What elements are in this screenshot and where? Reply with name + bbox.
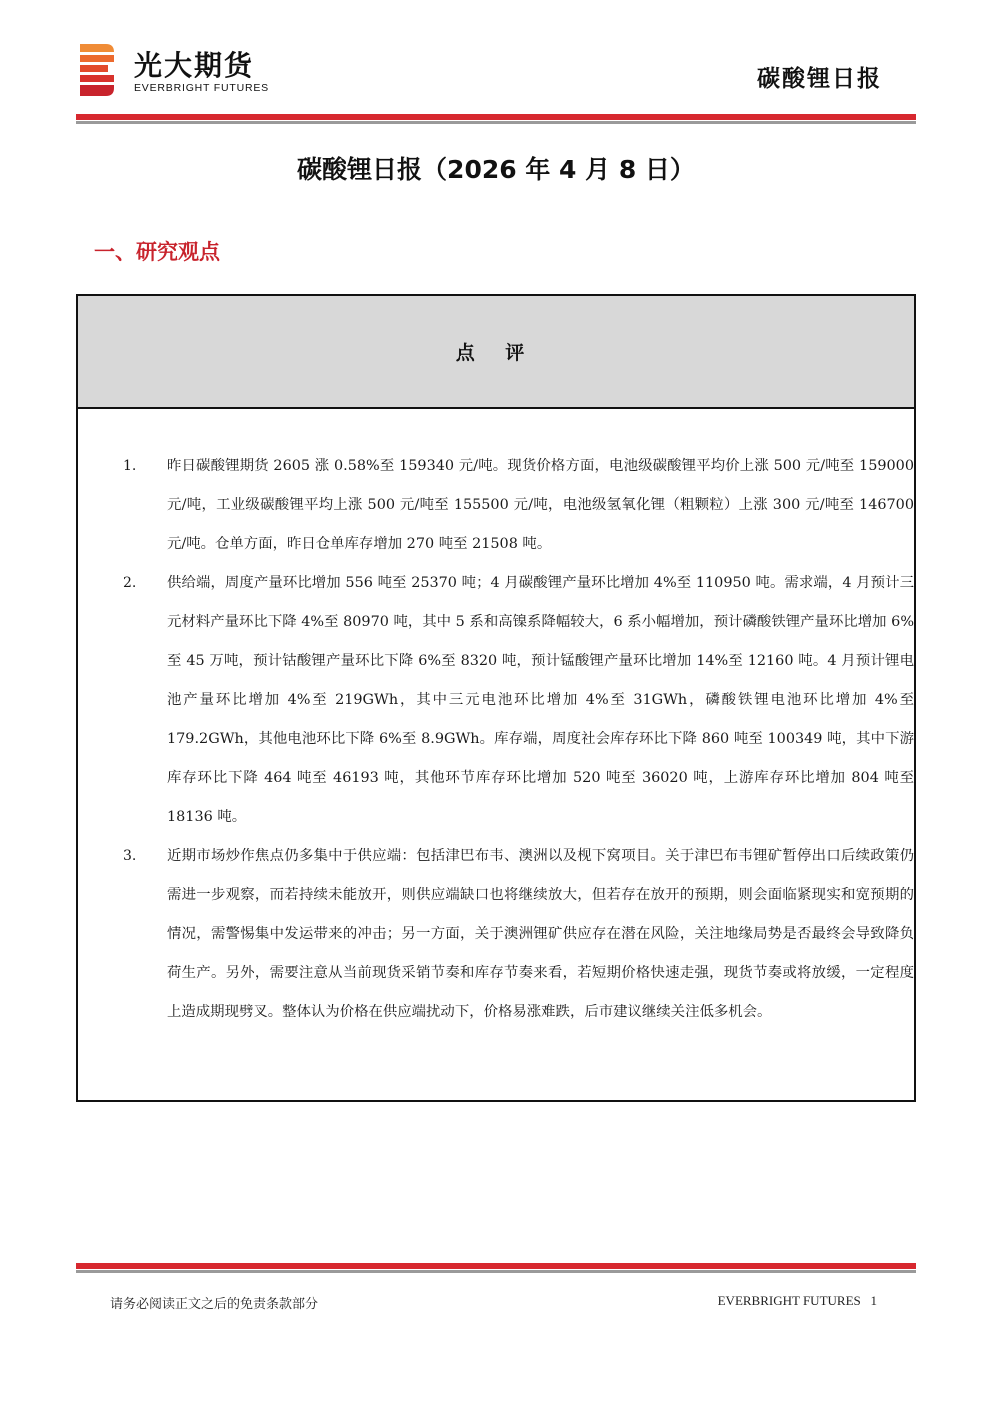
list-item-text: 供给端，周度产量环比增加 556 吨至 25370 吨；4 月碳酸锂产量环比增加 4%至 110950 吨。需求端，4 月预计三元材料产量环比下降 4%至 80970 吨，其中 5 系和高镍系降幅较大，6 系小幅增加，预计磷酸铁锂产量环比增加 6%至 45 万吨，预计钴酸锂产量环比下降 6%至 8320 吨，预计锰酸锂产量环比增加 14%至 12160 吨。4 月预计锂电池产量环比增加 4%至 219GWh，其中三元电池环比增加 4%至 31GWh，磷酸铁锂电池环比增加 4%至 179.2GWh，其他电池环比下降 6%至 8.9GWh。库存端，周度社会库存环比下降 860 吨至 100349 吨，其中下游库存环比下降 464 吨至 46193 吨，其他环节库存环比增加 520 吨至 36020 吨，上游库存环比增加 804 吨至 18136 吨。: [167, 575, 914, 825]
section-title: 一、研究观点: [94, 240, 220, 264]
logo-chinese-name: 光大期货: [134, 49, 255, 82]
footer-divider: [76, 1263, 916, 1273]
footer-disclaimer: 请务必阅读正文之后的免责条款部分: [110, 1297, 319, 1312]
list-item-number: 3.: [123, 848, 137, 864]
logo-english-name: EVERBRIGHT FUTURES: [134, 82, 269, 94]
company-logo: [76, 42, 286, 100]
list-item-number: 1.: [123, 458, 137, 474]
list-item-text: 近期市场炒作焦点仍多集中于供应端：包括津巴布韦、澳洲以及枧下窝项目。关于津巴布韦锂矿暂停出口后续政策仍需进一步观察，而若持续未能放开，则供应端缺口也将继续放大，但若存在放开的预期，则会面临紧现实和宽预期的情况，需警惕集中发运带来的冲击；另一方面，关于澳洲锂矿供应存在潜在风险，关注地缘局势是否最终会导致降负荷生产。另外，需要注意从当前现货采销节奏和库存节奏来看，若短期价格快速走强，现货节奏或将放缓，一定程度上造成期现劈叉。整体认为价格在供应端扰动下，价格易涨难跌，后市建议继续关注低多机会。: [167, 848, 914, 1020]
header-divider: [76, 114, 916, 124]
everbright-stripes-icon: [76, 42, 116, 98]
footer-company: EVERBRIGHT FUTURES: [717, 1293, 861, 1308]
comment-box-heading: 点 评: [455, 342, 537, 364]
comment-box: [76, 294, 916, 1102]
header-title: 碳酸锂日报: [757, 66, 882, 92]
comment-box-header: [78, 296, 914, 409]
footer-page-info: [718, 1293, 877, 1309]
comment-list: [78, 447, 914, 1032]
list-item: [78, 837, 914, 1032]
list-item-number: 2.: [123, 575, 137, 591]
list-item-text: 昨日碳酸锂期货 2605 涨 0.58%至 159340 元/吨。现货价格方面，电池级碳酸锂平均价上涨 500 元/吨至 159000 元/吨，工业级碳酸锂平均上涨 500 元/吨至 155500 元/吨，电池级氢氧化锂（粗颗粒）上涨 300 元/吨至 146700 元/吨。仓单方面，昨日仓单库存增加 270 吨至 21508 吨。: [167, 458, 914, 552]
page-number: 1: [870, 1293, 877, 1308]
document-title: 碳酸锂日报（2026 年 4 月 8 日）: [297, 155, 695, 184]
list-item: [78, 564, 914, 837]
list-item: [78, 447, 914, 564]
